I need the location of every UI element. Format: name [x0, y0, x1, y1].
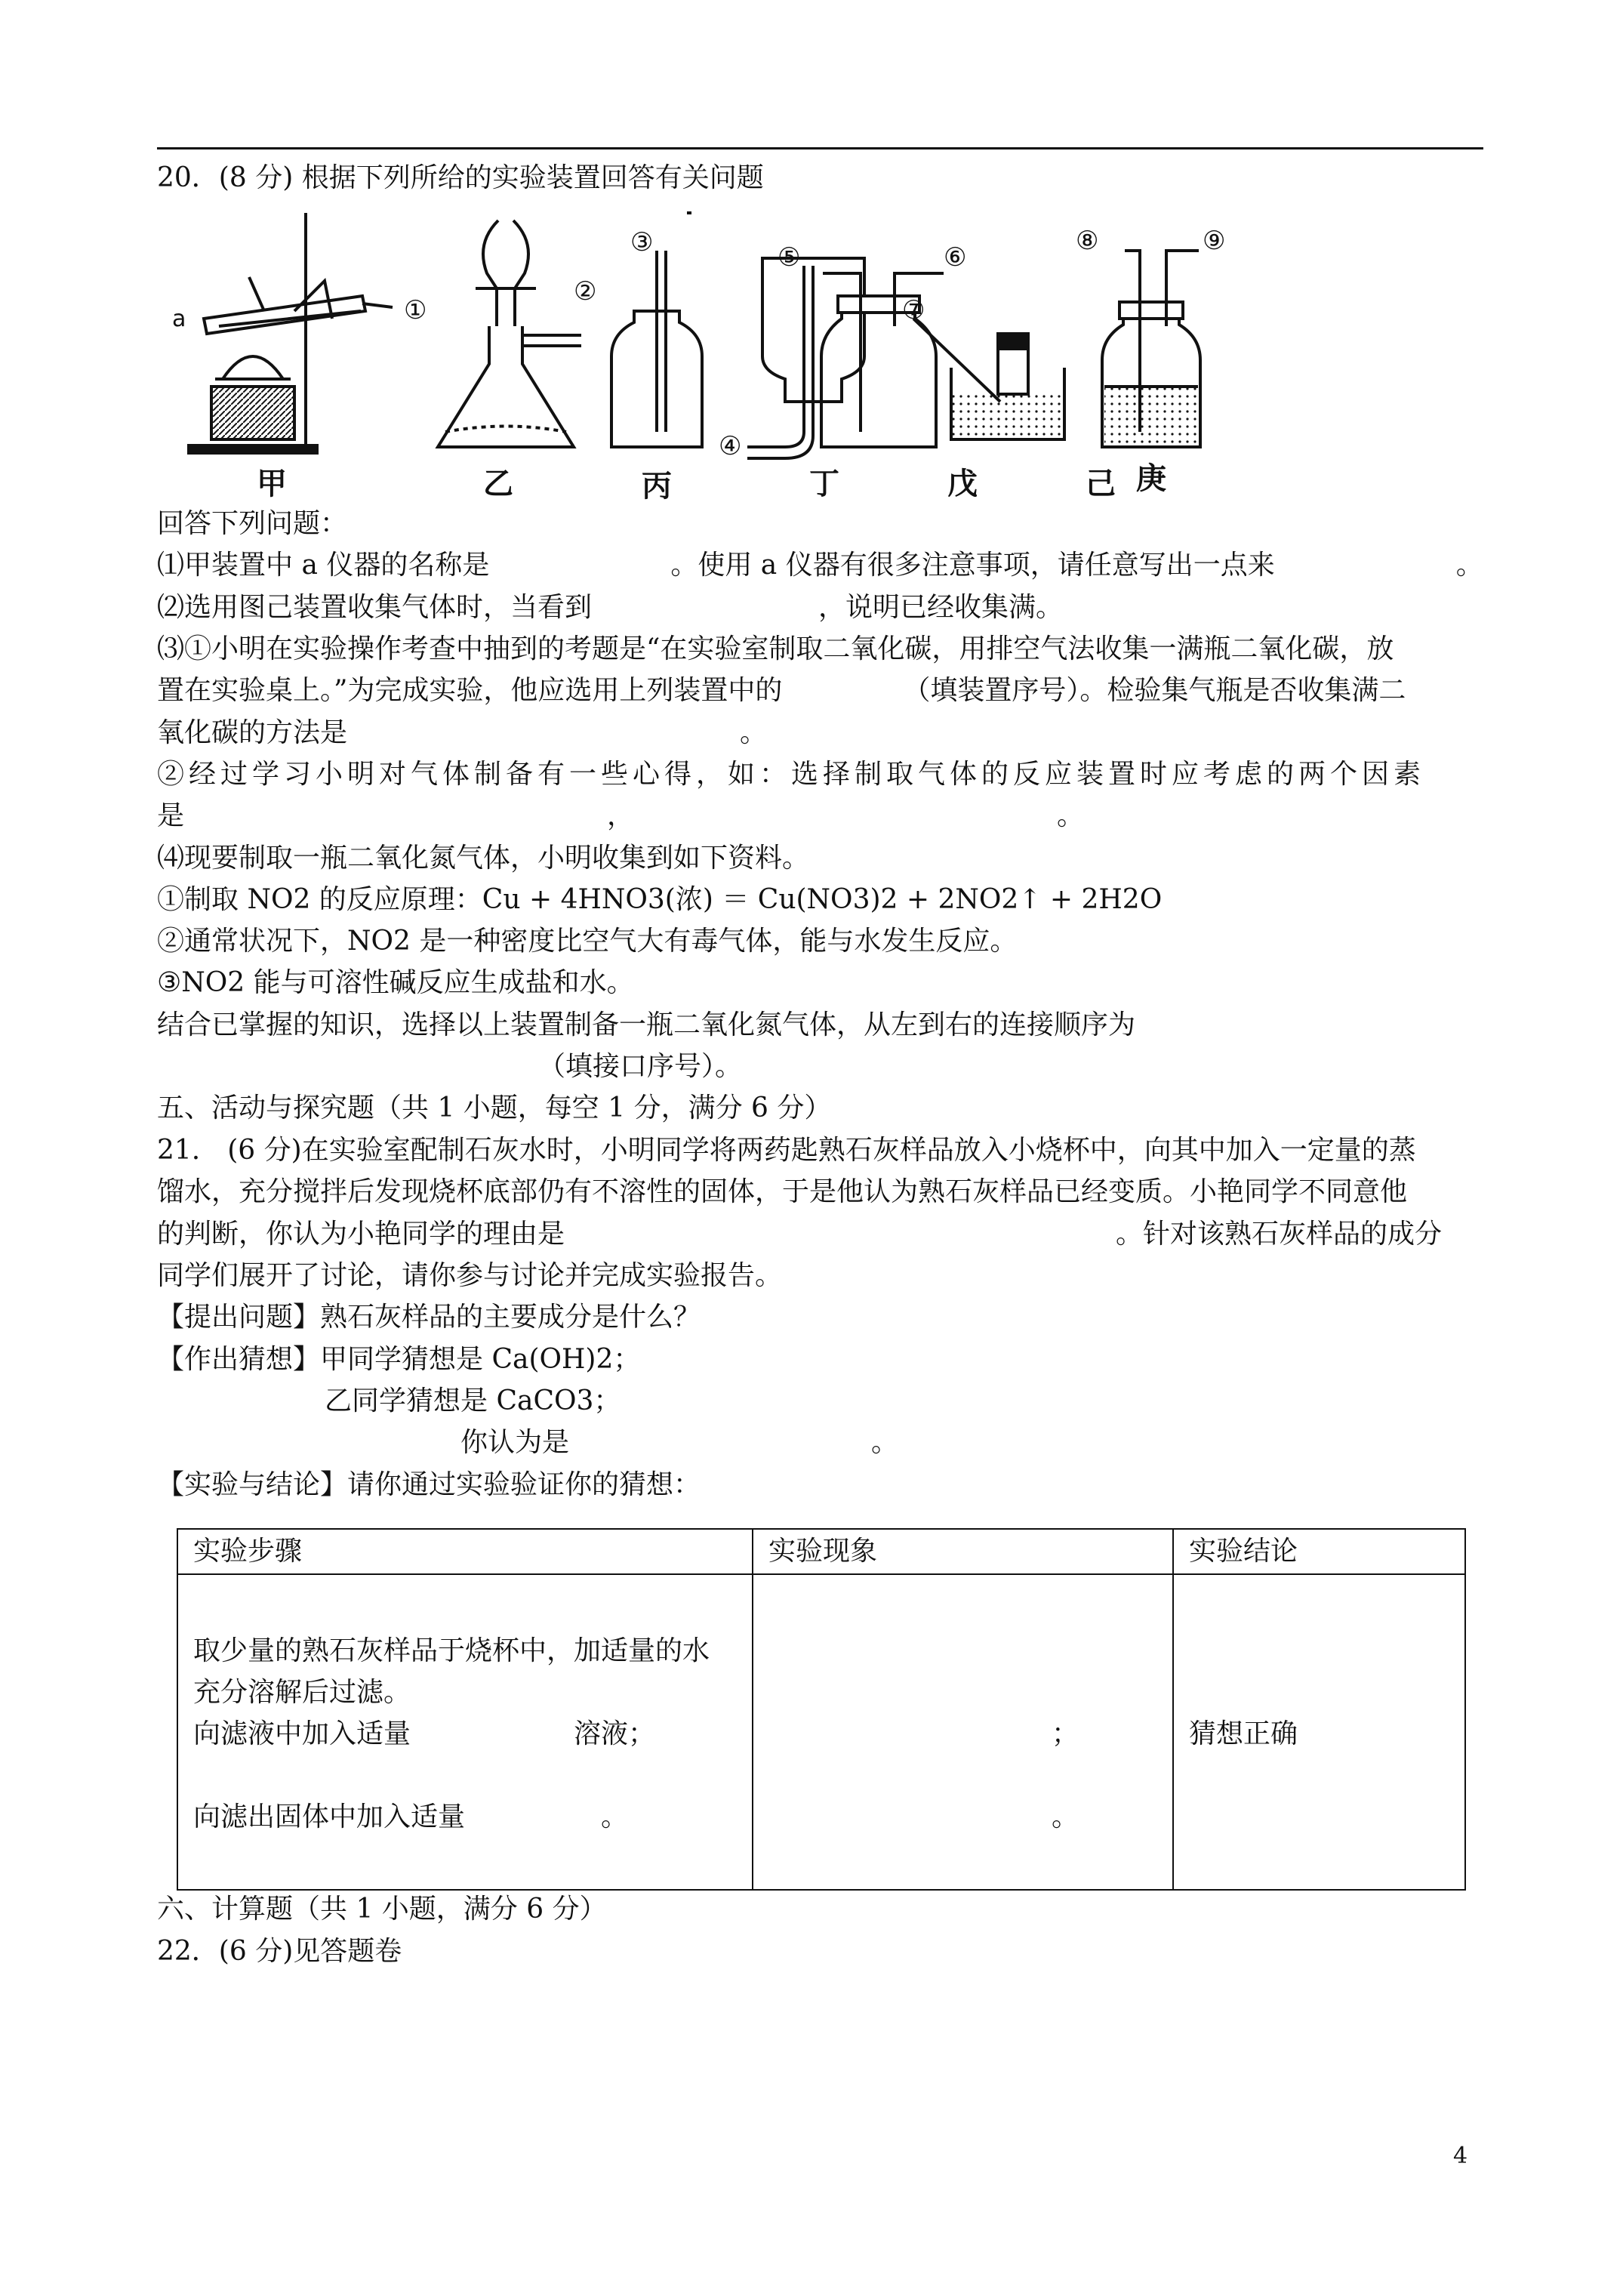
header-rule: [157, 147, 1483, 149]
step-line-4: [193, 1795, 628, 1834]
q22-text: 22．(6 分)见答题卷: [157, 1936, 402, 1967]
phenomenon-2: 。: [1052, 1801, 1079, 1832]
apparatus-bing: [611, 251, 702, 447]
q21-exp-intro: 【实验与结论】请你通过实验验证你的猜想：: [157, 1469, 701, 1500]
q20-p1-text-c: 。: [1455, 550, 1483, 581]
apparatus-name-ji: 己: [1086, 467, 1116, 500]
table-header-row: [177, 1529, 1465, 1574]
table-cell-conclusion: [1173, 1574, 1465, 1890]
table-header-conclusion: 实验结论: [1173, 1529, 1465, 1574]
q21-guess-2: 乙同学猜想是 CaCO3；: [325, 1385, 621, 1416]
apparatus-ding: [687, 213, 864, 458]
q21-line3: [157, 1215, 1442, 1254]
q20-p32-text-b: ，: [607, 800, 635, 831]
q20-part4-question-2: [157, 1047, 742, 1086]
table-cell-phenomena[interactable]: [753, 1574, 1173, 1890]
q20-part4-item3: ③NO2 能与可溶性碱反应生成盐和水。: [157, 967, 634, 998]
q21-guess3-text-b: 。: [871, 1427, 899, 1458]
q20-p3-text-b: （填装置序号）。检验集气瓶是否收集满二: [903, 675, 1406, 706]
port-3-label: ③: [630, 227, 654, 257]
q21-problem: 【提出问题】熟石灰样品的主要成分是什么？: [157, 1302, 701, 1333]
q21-guess-1: 【作出猜想】甲同学猜想是 Ca(OH)2；: [157, 1344, 641, 1375]
port-2-label: ②: [574, 276, 597, 307]
apparatus-jia: [189, 213, 393, 453]
table-cell-steps: [177, 1574, 753, 1890]
apparatus-name-bing: 丙: [642, 469, 672, 500]
experiment-table: [177, 1528, 1466, 1891]
q20-p32-text-a: 是: [157, 800, 185, 831]
apparatus-figure: [159, 205, 1246, 500]
q20-p1-text-a: ⑴甲装置中 a 仪器的名称是: [157, 550, 490, 581]
q21-guess3-text-a: 你认为是: [460, 1427, 570, 1458]
section6-title: 六、计算题（共 1 小题，满分 6 分）: [157, 1894, 607, 1925]
q21-line4: 同学们展开了讨论，请你参与讨论并完成实验报告。: [157, 1260, 783, 1291]
apparatus-geng: [1102, 251, 1200, 447]
conclusion-text: 猜想正确: [1189, 1718, 1298, 1749]
step-line-1: 取少量的熟石灰样品于烧杯中，加适量的水: [193, 1635, 710, 1666]
q21-line1: 21. (6 分)在实验室配制石灰水时，小明同学将两药匙熟石灰样品放入小烧杯中，向其中加入一定量的蒸: [157, 1135, 1416, 1166]
q20-part4-question: 结合已掌握的知识，选择以上装置制备一瓶二氧化氮气体，从左到右的连接顺序为: [157, 1009, 1136, 1040]
table-header-steps: 实验步骤: [177, 1529, 753, 1574]
q21-l3-text-a: 的判断，你认为小艳同学的理由是: [157, 1219, 565, 1250]
q20-title: 20．(8 分) 根据下列所给的实验装置回答有关问题: [157, 162, 764, 193]
step4-text-b: 。: [601, 1801, 629, 1832]
page-number: 4: [1453, 2143, 1468, 2169]
apparatus-name-wu: 戊: [947, 467, 978, 500]
q21-guess-3: [460, 1423, 898, 1462]
step4-text-a: 向滤出固体中加入适量: [193, 1801, 466, 1832]
port-9-label: ⑨: [1203, 226, 1226, 256]
q21-line2: 馏水，充分搅拌后发现烧杯底部仍有不溶性的固体，于是他认为熟石灰样品已经变质。小艳同学不同意他: [157, 1176, 1408, 1207]
q20-p1-text-b: 。使用 a 仪器有很多注意事项，请任意写出一点来: [670, 550, 1275, 581]
port-8-label: ⑧: [1076, 226, 1099, 256]
q20-part3-line3: [157, 713, 767, 753]
port-4-label: ④: [719, 431, 742, 461]
apparatus-yi: [438, 220, 581, 447]
q20-part3-2-line2: [157, 797, 1084, 836]
q20-p2-text-a: ⑵选用图己装置收集气体时，当看到: [157, 592, 593, 623]
q20-part3-2-line1: ②经过学习小明对气体制备有一些心得，如：选择制取气体的反应装置时应考虑的两个因素: [157, 759, 1426, 790]
apparatus-name-yi: 乙: [483, 467, 513, 500]
apparatus-name-geng: 庚: [1136, 461, 1166, 496]
port-1-label: ①: [404, 295, 427, 325]
q20-part4-intro: ⑷现要制取一瓶二氧化氮气体，小明收集到如下资料。: [157, 843, 810, 874]
q20-part1: [157, 546, 1483, 585]
q20-p32-text-c: 。: [1057, 800, 1085, 831]
q20-part2: [157, 588, 1063, 627]
q20-intro: 回答下列问题：: [157, 508, 348, 539]
port-6-label: ⑥: [944, 242, 967, 273]
apparatus-name-jia: 甲: [257, 467, 287, 500]
step3-text-a: 向滤液中加入适量: [193, 1718, 411, 1749]
q20-part3-line2: [157, 671, 1406, 710]
q20-p3-text-d: 。: [740, 717, 768, 748]
q20-p4-text: （填接口序号）。: [538, 1051, 743, 1082]
phenomenon-1: ；: [1052, 1718, 1079, 1749]
apparatus-name-ding: 丁: [809, 467, 839, 500]
step-line-2: 充分溶解后过滤。: [193, 1677, 411, 1708]
q20-p2-text-b: ，说明已经收集满。: [818, 592, 1064, 623]
q20-part3-line1: ⑶①小明在实验操作考查中抽到的考题是“在实验室制取二氧化碳，用排空气法收集一满瓶二氧化碳，放: [157, 633, 1394, 664]
q20-p3-text-c: 氧化碳的方法是: [157, 717, 348, 748]
q20-p3-text-a: 置在实验桌上。”为完成实验，他应选用上列装置中的: [157, 675, 783, 706]
step3-text-b: 溶液；: [574, 1718, 656, 1749]
q20-part4-item1: ①制取 NO2 的反应原理：Cu + 4HNO3(浓) ＝ Cu(NO3)2 + 2NO2↑ + 2H2O: [157, 884, 1163, 915]
label-a: a: [172, 306, 186, 332]
port-5-label: ⑤: [778, 242, 801, 273]
port-7-label: ⑦: [902, 295, 925, 325]
table-header-phenomena: 实验现象: [753, 1529, 1173, 1574]
section5-title: 五、活动与探究题（共 1 小题，每空 1 分，满分 6 分）: [157, 1093, 832, 1123]
apparatus-wu: [821, 273, 944, 447]
step-line-3: [193, 1712, 655, 1751]
q21-l3-text-b: 。针对该熟石灰样品的成分: [1116, 1219, 1443, 1250]
table-row: [177, 1574, 1465, 1890]
q20-part4-item2: ②通常状况下，NO2 是一种密度比空气大有毒气体，能与水发生反应。: [157, 926, 1018, 957]
